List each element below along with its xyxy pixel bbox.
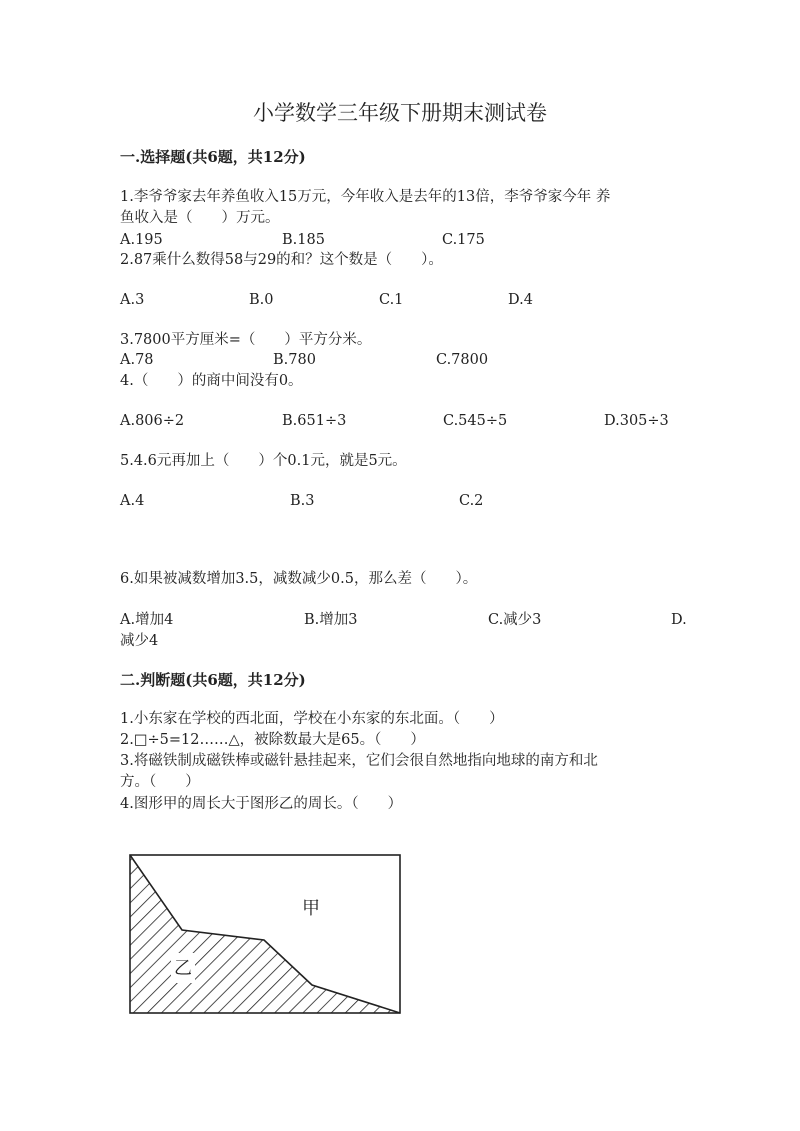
q3-option-c: C.7800 <box>436 352 489 368</box>
label-jia: 甲 <box>302 898 320 919</box>
tf-q4: 4.图形甲的周长大于图形乙的周长。（ ） <box>120 796 403 812</box>
q6-option-c: C.减少3 <box>488 612 542 628</box>
shape-yi-region <box>130 855 400 1013</box>
q6-option-d: D. <box>671 612 687 628</box>
q3-option-b: B.780 <box>273 352 316 368</box>
q2-option-c: C.1 <box>379 292 404 308</box>
tf-q2: 2.□÷5=12……△，被除数最大是65。（ ） <box>120 732 425 748</box>
q5-text: 5.4.6元再加上（ ）个0.1元，就是5元。 <box>120 453 407 469</box>
q1-line2: 鱼收入是（ ）万元。 <box>120 210 280 226</box>
q5-option-a: A.4 <box>120 493 145 509</box>
q6-option-d-cont: 减少4 <box>120 633 159 649</box>
q3-text: 3.7800平方厘米=（ ）平方分米。 <box>120 332 372 348</box>
label-yi: 乙 <box>174 958 192 979</box>
q1-option-a: A.195 <box>120 232 163 248</box>
tf-q3-line1: 3.将磁铁制成磁铁棒或磁针悬挂起来，它们会很自然地指向地球的南方和北 <box>120 753 598 769</box>
q2-option-b: B.0 <box>249 292 274 308</box>
q1-line1: 1.李爷爷家去年养鱼收入15万元，今年收入是去年的13倍，李爷爷家今年 养 <box>120 189 611 205</box>
q2-text: 2.87乘什么数得58与29的和？这个数是（ ）。 <box>120 252 443 268</box>
q3-option-a: A.78 <box>120 352 154 368</box>
q2-option-d: D.4 <box>508 292 533 308</box>
page-title: 小学数学三年级下册期末测试卷 <box>253 101 547 125</box>
q1-option-c: C.175 <box>442 232 485 248</box>
q4-text: 4.（ ）的商中间没有0。 <box>120 373 303 389</box>
q4-option-d: D.305÷3 <box>604 413 669 429</box>
q6-option-b: B.增加3 <box>304 612 358 628</box>
q6-text: 6.如果被减数增加3.5，减数减少0.5，那么差（ ）。 <box>120 571 478 587</box>
section2-heading: 二.判断题(共6题，共12分) <box>120 671 306 689</box>
tf-q3-line2: 方。（ ） <box>120 774 200 790</box>
q5-option-b: B.3 <box>290 493 315 509</box>
q6-option-a: A.增加4 <box>120 612 174 628</box>
q4-option-a: A.806÷2 <box>120 413 185 429</box>
tf-q1: 1.小东家在学校的西北面，学校在小东家的东北面。（ ） <box>120 711 504 727</box>
q2-option-a: A.3 <box>120 292 145 308</box>
section1-heading: 一.选择题(共6题，共12分) <box>120 148 306 166</box>
q4-option-c: C.545÷5 <box>443 413 508 429</box>
q5-option-c: C.2 <box>459 493 484 509</box>
q4-option-b: B.651÷3 <box>282 413 347 429</box>
q1-option-b: B.185 <box>282 232 325 248</box>
